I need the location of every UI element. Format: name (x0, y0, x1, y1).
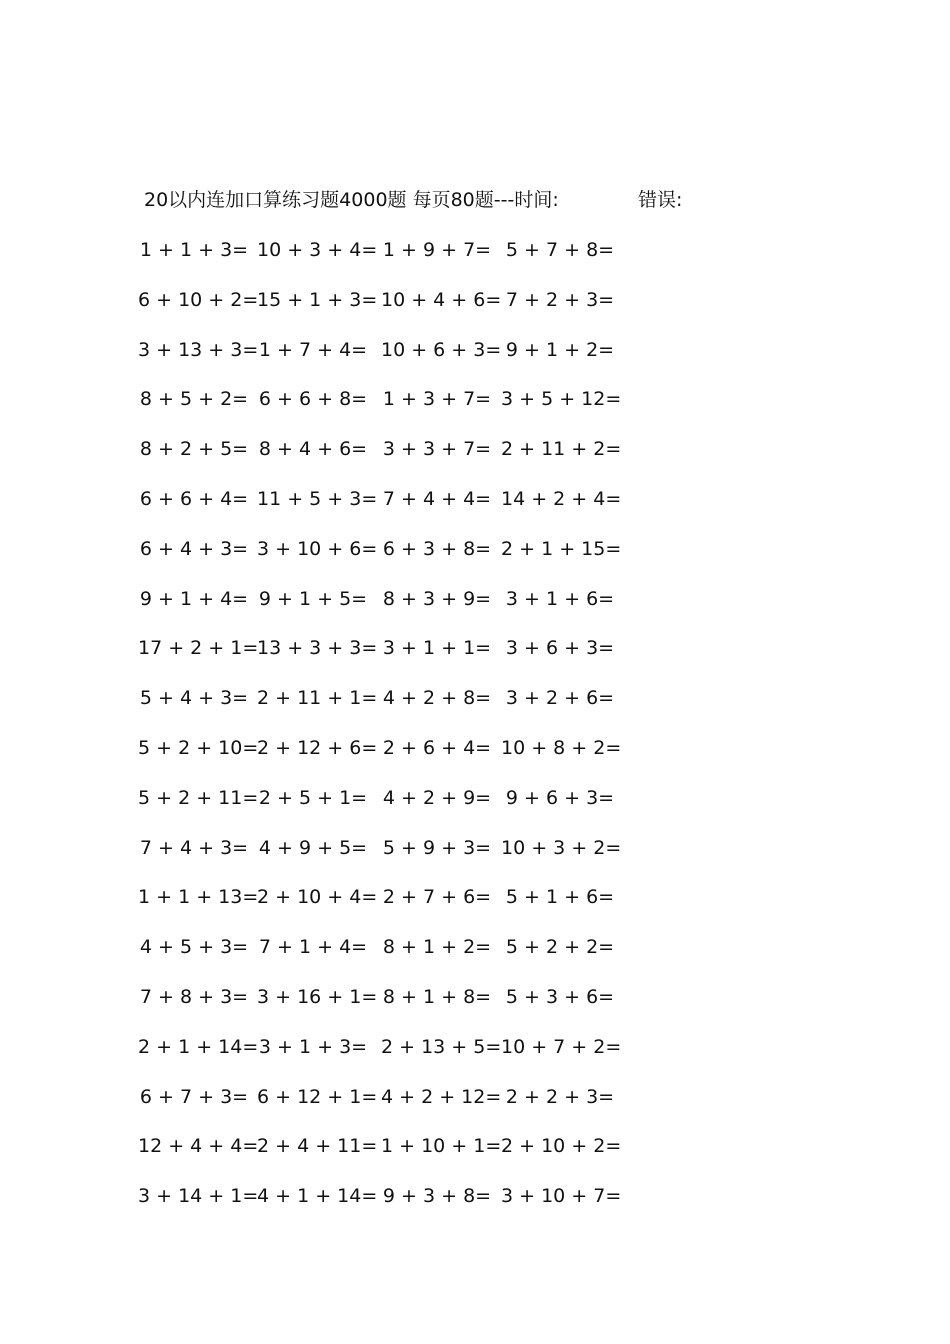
addition-problem: 11 + 5 + 3= (257, 487, 378, 510)
addition-problem: 10 + 3 + 4= (257, 239, 378, 261)
problem-row (139, 385, 644, 435)
addition-problem: 6 + 3 + 8= (382, 537, 492, 560)
addition-problem: 4 + 5 + 3= (139, 936, 249, 959)
addition-problem: 5 + 7 + 8= (505, 239, 615, 261)
problem-row (138, 883, 644, 933)
problem-row (138, 1033, 644, 1083)
addition-problem: 5 + 2 + 10= (138, 736, 259, 759)
problem-row (139, 684, 644, 734)
addition-problem: 2 + 11 + 2= (501, 438, 622, 461)
addition-problem: 8 + 2 + 5= (139, 438, 249, 461)
problem-row (138, 734, 644, 784)
addition-problem: 4 + 2 + 9= (382, 786, 492, 809)
problem-row (138, 286, 644, 336)
addition-problem: 7 + 8 + 3= (139, 985, 249, 1008)
addition-problem: 10 + 3 + 2= (501, 836, 622, 859)
addition-problem: 5 + 2 + 11= (138, 786, 259, 809)
addition-problem: 1 + 9 + 7= (382, 239, 492, 261)
addition-problem: 3 + 10 + 7= (501, 1185, 622, 1208)
addition-problem: 8 + 3 + 9= (382, 587, 492, 610)
addition-problem: 9 + 6 + 3= (505, 786, 615, 809)
addition-problem: 5 + 4 + 3= (139, 687, 249, 710)
problem-row (139, 983, 644, 1033)
addition-problem: 1 + 3 + 7= (382, 388, 492, 411)
addition-problem: 2 + 5 + 1= (258, 786, 368, 809)
addition-problem: 8 + 5 + 2= (139, 388, 249, 411)
problem-row (138, 1182, 644, 1232)
addition-problem: 12 + 4 + 4= (138, 1135, 259, 1158)
addition-problem: 14 + 2 + 4= (501, 487, 622, 510)
addition-problem: 1 + 7 + 4= (258, 338, 368, 361)
addition-problem: 3 + 10 + 6= (257, 537, 378, 560)
addition-problem: 7 + 4 + 3= (139, 836, 249, 859)
addition-problem: 7 + 1 + 4= (258, 936, 368, 959)
addition-problem: 1 + 10 + 1= (381, 1135, 502, 1158)
addition-problem: 3 + 1 + 6= (505, 587, 615, 610)
addition-problem: 10 + 6 + 3= (381, 338, 502, 361)
addition-problem: 15 + 1 + 3= (257, 288, 378, 311)
addition-problem: 3 + 2 + 6= (505, 687, 615, 710)
addition-problem: 2 + 10 + 4= (257, 886, 378, 909)
addition-problem: 2 + 4 + 11= (257, 1135, 378, 1158)
addition-problem: 4 + 1 + 14= (257, 1185, 378, 1208)
addition-problem: 2 + 13 + 5= (381, 1035, 502, 1058)
addition-problem: 3 + 3 + 7= (382, 438, 492, 461)
addition-problem: 6 + 12 + 1= (257, 1085, 378, 1108)
addition-problem: 6 + 7 + 3= (139, 1085, 249, 1108)
addition-problem: 10 + 7 + 2= (501, 1035, 622, 1058)
addition-problem: 10 + 8 + 2= (501, 736, 622, 759)
addition-problem: 2 + 12 + 6= (257, 736, 378, 759)
problem-row (139, 585, 644, 635)
problem-row (139, 236, 644, 286)
problem-row (139, 1083, 644, 1133)
addition-problem: 2 + 6 + 4= (382, 736, 492, 759)
addition-problem: 3 + 6 + 3= (505, 637, 615, 660)
addition-problem: 4 + 9 + 5= (258, 836, 368, 859)
addition-problem: 3 + 1 + 3= (258, 1035, 368, 1058)
addition-problem: 17 + 2 + 1= (138, 637, 259, 660)
addition-problem: 9 + 1 + 2= (505, 338, 615, 361)
addition-problem: 2 + 7 + 6= (382, 886, 492, 909)
addition-problem: 1 + 1 + 13= (138, 886, 259, 909)
addition-problem: 3 + 14 + 1= (138, 1185, 259, 1208)
errors-label: 错误: (638, 189, 683, 211)
addition-problem: 4 + 2 + 8= (382, 687, 492, 710)
problem-row (138, 336, 644, 386)
problem-grid (138, 236, 644, 1232)
addition-problem: 7 + 2 + 3= (505, 288, 615, 311)
problem-row (138, 1132, 644, 1182)
addition-problem: 8 + 4 + 6= (258, 438, 368, 461)
addition-problem: 13 + 3 + 3= (257, 637, 378, 660)
addition-problem: 2 + 10 + 2= (501, 1135, 622, 1158)
addition-problem: 9 + 1 + 4= (139, 587, 249, 610)
addition-problem: 8 + 1 + 2= (382, 936, 492, 959)
addition-problem: 4 + 2 + 12= (381, 1085, 502, 1108)
addition-problem: 6 + 4 + 3= (139, 537, 249, 560)
problem-row (139, 933, 644, 983)
addition-problem: 6 + 10 + 2= (138, 288, 259, 311)
worksheet-header (144, 186, 683, 214)
worksheet-title: 20以内连加口算练习题4000题 每页80题---时间: (144, 189, 559, 211)
addition-problem: 5 + 3 + 6= (505, 985, 615, 1008)
addition-problem: 8 + 1 + 8= (382, 985, 492, 1008)
addition-problem: 2 + 11 + 1= (257, 687, 378, 710)
addition-problem: 5 + 1 + 6= (505, 886, 615, 909)
addition-problem: 2 + 2 + 3= (505, 1085, 615, 1108)
problem-row (139, 435, 644, 485)
addition-problem: 3 + 16 + 1= (257, 985, 378, 1008)
addition-problem: 6 + 6 + 4= (139, 487, 249, 510)
addition-problem: 3 + 1 + 1= (382, 637, 492, 660)
problem-row (139, 834, 644, 884)
addition-problem: 9 + 3 + 8= (382, 1185, 492, 1208)
problem-row (139, 535, 644, 585)
addition-problem: 10 + 4 + 6= (381, 288, 502, 311)
addition-problem: 3 + 5 + 12= (501, 388, 622, 411)
addition-problem: 2 + 1 + 14= (138, 1035, 259, 1058)
addition-problem: 5 + 2 + 2= (505, 936, 615, 959)
addition-problem: 1 + 1 + 3= (139, 239, 249, 261)
problem-row (138, 634, 644, 684)
addition-problem: 5 + 9 + 3= (382, 836, 492, 859)
addition-problem: 6 + 6 + 8= (258, 388, 368, 411)
addition-problem: 7 + 4 + 4= (382, 487, 492, 510)
addition-problem: 2 + 1 + 15= (501, 537, 622, 560)
addition-problem: 9 + 1 + 5= (258, 587, 368, 610)
problem-row (139, 485, 644, 535)
problem-row (138, 784, 644, 834)
addition-problem: 3 + 13 + 3= (138, 338, 259, 361)
